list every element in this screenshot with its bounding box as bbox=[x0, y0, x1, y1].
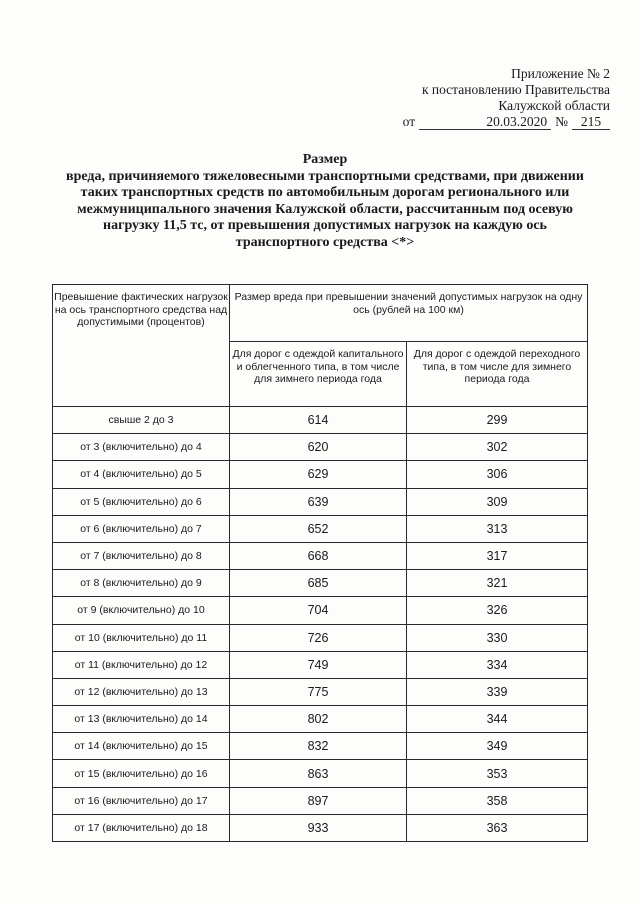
transitional-road-damage-cell: 334 bbox=[407, 651, 588, 678]
table-row bbox=[53, 624, 588, 651]
table-row bbox=[53, 706, 588, 733]
transitional-road-damage-cell: 363 bbox=[407, 814, 588, 841]
title-heading: Размер bbox=[302, 152, 348, 167]
table-row bbox=[53, 434, 588, 461]
from-label: от bbox=[402, 114, 416, 129]
transitional-road-damage-cell: 339 bbox=[407, 678, 588, 705]
overload-range-cell: от 6 (включительно) до 7 bbox=[53, 515, 230, 542]
damage-table bbox=[52, 284, 588, 842]
number-label: № bbox=[555, 114, 568, 129]
capital-road-damage-cell: 897 bbox=[230, 787, 407, 814]
resolution-date: 20.03.2020 bbox=[419, 115, 551, 130]
overload-range-cell: от 4 (включительно) до 5 bbox=[53, 461, 230, 488]
transitional-road-damage-cell: 321 bbox=[407, 570, 588, 597]
overload-range-cell: от 12 (включительно) до 13 bbox=[53, 678, 230, 705]
table-body bbox=[53, 407, 588, 842]
appendix-header bbox=[403, 66, 610, 130]
resolution-number: 215 bbox=[572, 115, 610, 130]
capital-road-damage-cell: 749 bbox=[230, 651, 407, 678]
overload-range-cell: от 10 (включительно) до 11 bbox=[53, 624, 230, 651]
transitional-road-damage-cell: 358 bbox=[407, 787, 588, 814]
overload-range-cell: от 15 (включительно) до 16 bbox=[53, 760, 230, 787]
appendix-date-row bbox=[403, 114, 610, 130]
capital-road-damage-cell: 726 bbox=[230, 624, 407, 651]
header-capital-roads: Для дорог с одеждой капитального и облегченного типа, в том числе для зимнего периода года bbox=[230, 342, 407, 407]
table-row bbox=[53, 570, 588, 597]
transitional-road-damage-cell: 349 bbox=[407, 733, 588, 760]
appendix-resolution: к постановлению Правительства bbox=[421, 82, 610, 97]
capital-road-damage-cell: 629 bbox=[230, 461, 407, 488]
table-row bbox=[53, 651, 588, 678]
capital-road-damage-cell: 802 bbox=[230, 706, 407, 733]
transitional-road-damage-cell: 330 bbox=[407, 624, 588, 651]
capital-road-damage-cell: 614 bbox=[230, 407, 407, 434]
overload-range-cell: от 3 (включительно) до 4 bbox=[53, 434, 230, 461]
capital-road-damage-cell: 863 bbox=[230, 760, 407, 787]
overload-range-cell: от 7 (включительно) до 8 bbox=[53, 542, 230, 569]
capital-road-damage-cell: 668 bbox=[230, 542, 407, 569]
overload-range-cell: от 5 (включительно) до 6 bbox=[53, 488, 230, 515]
table-row bbox=[53, 542, 588, 569]
capital-road-damage-cell: 620 bbox=[230, 434, 407, 461]
header-transitional-roads: Для дорог с одеждой переходного типа, в том числе для зимнего периода года bbox=[407, 342, 588, 407]
capital-road-damage-cell: 652 bbox=[230, 515, 407, 542]
header-damage-size: Размер вреда при превышении значений допустимых нагрузок на одну ось (рублей на 100 км) bbox=[230, 285, 588, 342]
header-overload: Превышение фактических нагрузок на ось транспортного средства над допустимыми (процентов) bbox=[53, 285, 230, 407]
transitional-road-damage-cell: 317 bbox=[407, 542, 588, 569]
table-row bbox=[53, 407, 588, 434]
overload-range-cell: от 9 (включительно) до 10 bbox=[53, 597, 230, 624]
overload-range-cell: от 16 (включительно) до 17 bbox=[53, 787, 230, 814]
table-row bbox=[53, 515, 588, 542]
table-row bbox=[53, 488, 588, 515]
transitional-road-damage-cell: 313 bbox=[407, 515, 588, 542]
capital-road-damage-cell: 933 bbox=[230, 814, 407, 841]
overload-range-cell: от 17 (включительно) до 18 bbox=[53, 814, 230, 841]
transitional-road-damage-cell: 326 bbox=[407, 597, 588, 624]
transitional-road-damage-cell: 353 bbox=[407, 760, 588, 787]
transitional-road-damage-cell: 302 bbox=[407, 434, 588, 461]
capital-road-damage-cell: 775 bbox=[230, 678, 407, 705]
table-row bbox=[53, 760, 588, 787]
overload-range-cell: от 14 (включительно) до 15 bbox=[53, 733, 230, 760]
capital-road-damage-cell: 832 bbox=[230, 733, 407, 760]
table-row bbox=[53, 733, 588, 760]
transitional-road-damage-cell: 309 bbox=[407, 488, 588, 515]
overload-range-cell: от 13 (включительно) до 14 bbox=[53, 706, 230, 733]
appendix-number: Приложение № 2 bbox=[511, 66, 610, 81]
table-row bbox=[53, 814, 588, 841]
table-row bbox=[53, 787, 588, 814]
transitional-road-damage-cell: 299 bbox=[407, 407, 588, 434]
title-text: вреда, причиняемого тяжеловесными транспортными средствами, при движении таких транспортных средств по автомобильным дорогам регионального или межмуниципального значения Калужской области, рассчитанным под осевую нагрузку 11,5 тс, от превышения допустимых нагрузок на каждую ось транспортного средства <*> bbox=[66, 168, 584, 250]
capital-road-damage-cell: 704 bbox=[230, 597, 407, 624]
appendix-region: Калужской области bbox=[498, 98, 610, 113]
transitional-road-damage-cell: 306 bbox=[407, 461, 588, 488]
overload-range-cell: от 8 (включительно) до 9 bbox=[53, 570, 230, 597]
transitional-road-damage-cell: 344 bbox=[407, 706, 588, 733]
table-row bbox=[53, 461, 588, 488]
table-row bbox=[53, 678, 588, 705]
capital-road-damage-cell: 685 bbox=[230, 570, 407, 597]
overload-range-cell: свыше 2 до 3 bbox=[53, 407, 230, 434]
document-title bbox=[55, 152, 595, 251]
overload-range-cell: от 11 (включительно) до 12 bbox=[53, 651, 230, 678]
capital-road-damage-cell: 639 bbox=[230, 488, 407, 515]
table-row bbox=[53, 597, 588, 624]
